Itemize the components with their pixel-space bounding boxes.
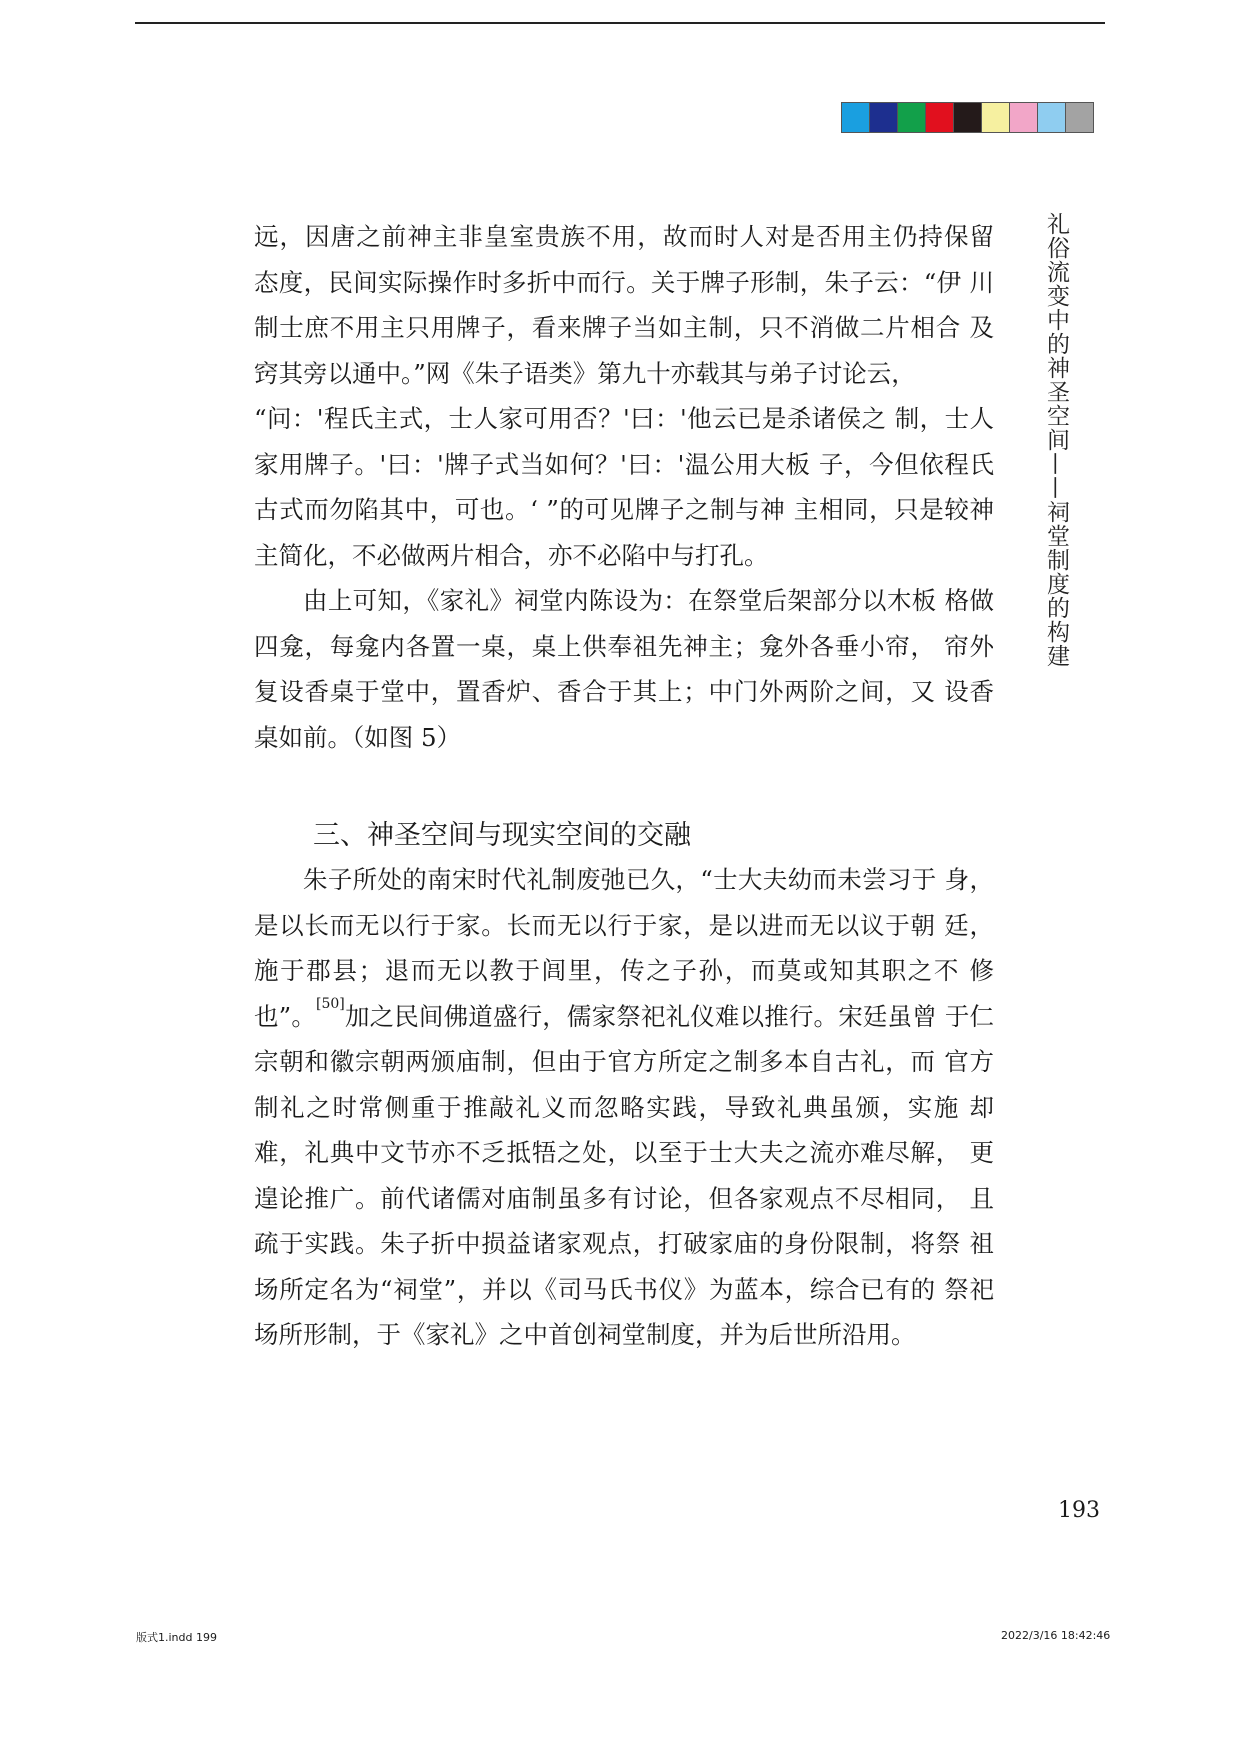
footnote-marker[interactable]: [50] [316, 995, 345, 1012]
swatch-red [926, 103, 954, 132]
color-calibration-bar [841, 102, 1094, 133]
top-rule [135, 22, 1105, 24]
body-text-section [254, 857, 994, 1358]
section-heading: 三、神圣空间与现实空间的交融 [313, 820, 691, 851]
swatch-gray [1066, 103, 1093, 132]
footer-file-label: 版式1.indd 199 [136, 1631, 217, 1644]
paragraph: 由上可知，《家礼》祠堂内陈设为：在祭堂后架部分以木板 格做四龛，每龛内各置一桌，桌上供奉祖先神主；龛外各垂小帘， 帘外复设香桌于堂中，置香炉、香合于其上；中门外两阶之间，又 设香桌如前。（如图 5） [254, 586, 994, 752]
body-text-top [254, 214, 994, 760]
swatch-cyan [842, 103, 870, 132]
paragraph [254, 857, 994, 1358]
paragraph-text: 加之民间佛道盛行，儒家祭祀礼仪难以推行。宋廷虽曾 于仁宗朝和徽宗朝两颁庙制，但由于官方所定之制多本自古礼，而 官方制礼之时常侧重于推敲礼义而忽略实践，导致礼典虽颁，实施 却难，礼典中文节亦不乏抵牾之处，以至于士大夫之流亦难尽解， 更遑论推广。前代诸儒对庙制虽多有讨论，但各家观点不尽相同， 且疏于实践。朱子折中损益诸家观点，打破家庙的身份限制，将祭 祖场所定名为“祠堂”，并以《司马氏书仪》为蓝本，综合已有的 祭祀场所形制，于《家礼》之中首创祠堂制度，并为后世所沿用。 [254, 1001, 994, 1349]
swatch-yellow [982, 103, 1010, 132]
paragraph-text: 朱子所处的南宋时代礼制废弛已久，“士大夫幼而未尝习于 身，是以长而无以行于家。长而无以行于家，是以进而无以议于朝 廷，施于郡县；退而无以教于闾里，传之子孙，而莫或知其职之不 修也”。 [254, 865, 994, 1031]
page-number: 193 [1058, 1498, 1100, 1523]
swatch-navy [870, 103, 898, 132]
footer-timestamp: 2022/3/16 18:42:46 [1001, 1629, 1111, 1642]
paragraph: “问：'程氏主式，士人家可用否？'曰：'他云已是杀诸侯之 制，士人家用牌子。'曰：'牌子式当如何？'曰：'温公用大板 子，今但依程氏古式而勿陷其中，可也。‘ ”的可见牌子之制与神 主相同，只是较神主简化，不必做两片相合，亦不必陷中与打孔。 [254, 404, 994, 570]
swatch-black [954, 103, 982, 132]
paragraph: 远，因唐之前神主非皇室贵族不用，故而时人对是否用主仍持保留 态度，民间实际操作时多折中而行。关于牌子形制，朱子云：“伊 川制士庶不用主只用牌子，看来牌子当如主制，只不消做二片相合 及窍其旁以通中。”网《朱子语类》第九十亦载其与弟子讨论云， [254, 222, 994, 388]
swatch-green [898, 103, 926, 132]
swatch-pink [1010, 103, 1038, 132]
swatch-light-blue [1038, 103, 1066, 132]
running-title: 礼俗流变中的神圣空间——祠堂制度的构建 [1043, 212, 1069, 668]
